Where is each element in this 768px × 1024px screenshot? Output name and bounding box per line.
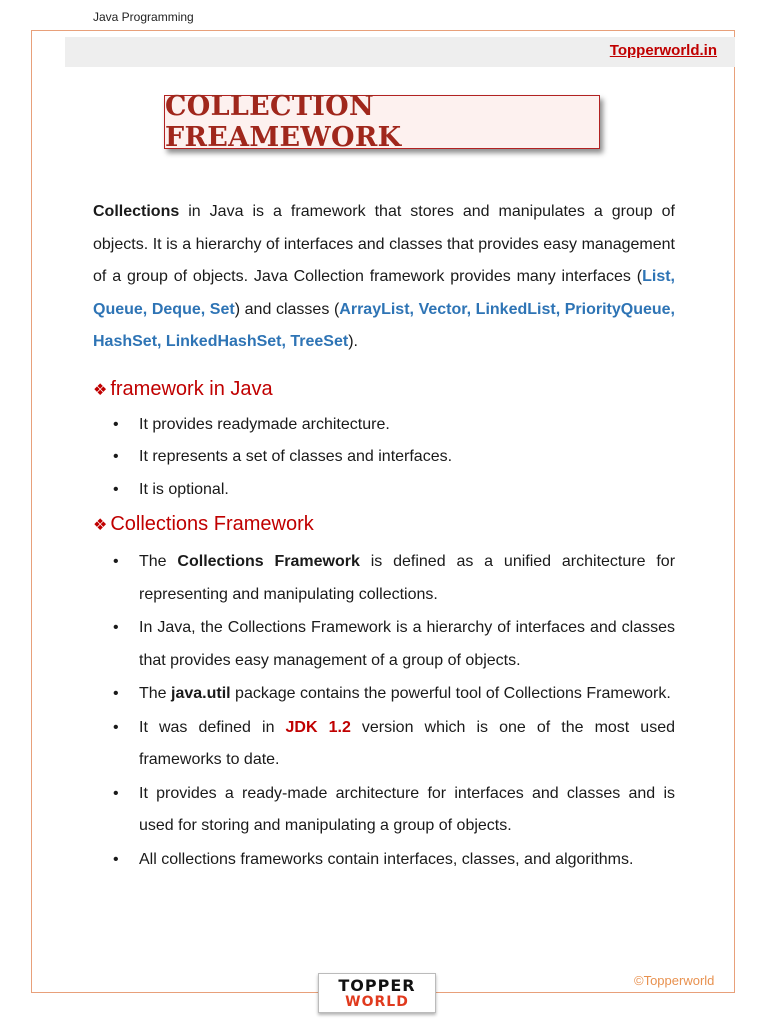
section-heading-text: framework in Java — [110, 377, 273, 400]
list-item — [93, 546, 675, 611]
intro-interfaces: List, Queue, Deque, Set — [93, 268, 675, 318]
list-item — [93, 474, 675, 507]
section-heading-text: Collections Framework — [110, 513, 314, 535]
list-item-text: It provides a ready-made architecture for interfaces and classes and is used for storing and manipulating a group of objects. — [139, 784, 675, 834]
site-link[interactable]: Topperworld.in — [609, 42, 717, 59]
list-item-highlight: JDK 1.2 — [285, 718, 351, 736]
intro-paragraph — [93, 196, 675, 359]
list-item — [93, 778, 675, 843]
diamond-bullet-icon: ❖ — [93, 381, 108, 399]
title-box — [164, 91, 600, 153]
collections-framework-bullet-list — [93, 546, 675, 876]
topperworld-logo — [318, 973, 436, 1013]
bullet-icon: • — [113, 553, 119, 570]
intro-text-2: ) and classes ( — [234, 300, 340, 318]
copyright-text: ©Topperworld — [634, 973, 715, 988]
list-item-text: It was defined in — [139, 718, 286, 736]
list-item — [93, 409, 675, 442]
bullet-icon: • — [113, 480, 119, 498]
intro-text-3: ). — [348, 333, 358, 350]
section-heading-framework-in-java — [93, 375, 675, 405]
logo-bottom-text: WORLD — [345, 994, 409, 1010]
section-heading-collections-framework — [93, 510, 675, 540]
page-title: COLLECTION FREAMEWORK — [165, 91, 402, 153]
list-item-text: All collections frameworks contain interfaces, classes, and algorithms. — [139, 850, 634, 868]
list-item — [93, 612, 675, 677]
list-item-text: version which is one of the most used frameworks to date. — [139, 718, 675, 768]
framework-bullet-list — [93, 409, 675, 507]
list-item-text: In Java, the Collections Framework is a hierarchy of interfaces and classes that provides easy management of a group of objects. — [139, 619, 675, 669]
list-item-text: The — [139, 553, 178, 570]
bullet-icon: • — [113, 850, 119, 868]
bullet-icon: • — [113, 685, 119, 702]
list-item-text: It represents a set of classes and interfaces. — [139, 448, 453, 465]
list-item — [93, 678, 675, 711]
intro-classes: ArrayList, Vector, LinkedList, PriorityQueue, HashSet, LinkedHashSet, TreeSet — [93, 300, 676, 350]
intro-collections-term: Collections — [93, 203, 180, 220]
list-item — [93, 441, 675, 474]
list-item — [93, 844, 675, 877]
list-item-text: The — [139, 685, 172, 702]
list-item-text: package contains the powerful tool of Collections Framework. — [230, 685, 671, 702]
bullet-icon: • — [113, 619, 119, 636]
bullet-icon: • — [113, 784, 119, 802]
site-header-bar — [65, 37, 735, 67]
list-item-text: It is optional. — [139, 480, 229, 498]
content — [93, 196, 675, 877]
list-item-bold: Collections Framework — [177, 553, 360, 570]
list-item-text: It provides readymade architecture. — [139, 415, 390, 433]
list-item-text: is defined as a unified architecture for representing and manipulating collections. — [139, 553, 676, 603]
diamond-bullet-icon: ❖ — [93, 517, 108, 534]
list-item — [93, 712, 675, 777]
logo-top-text: TOPPER — [338, 976, 416, 995]
list-item-bold: java.util — [171, 685, 231, 702]
bullet-icon: • — [113, 448, 119, 465]
intro-text-1: in Java is a framework that stores and manipulates a group of objects. It is a hierarchy of interfaces and classes that provides easy management of a group of objects. Java Collection framework provides many interfaces ( — [93, 203, 675, 285]
bullet-icon: • — [113, 415, 119, 433]
running-title: Java Programming — [93, 10, 194, 24]
bullet-icon: • — [113, 718, 119, 736]
